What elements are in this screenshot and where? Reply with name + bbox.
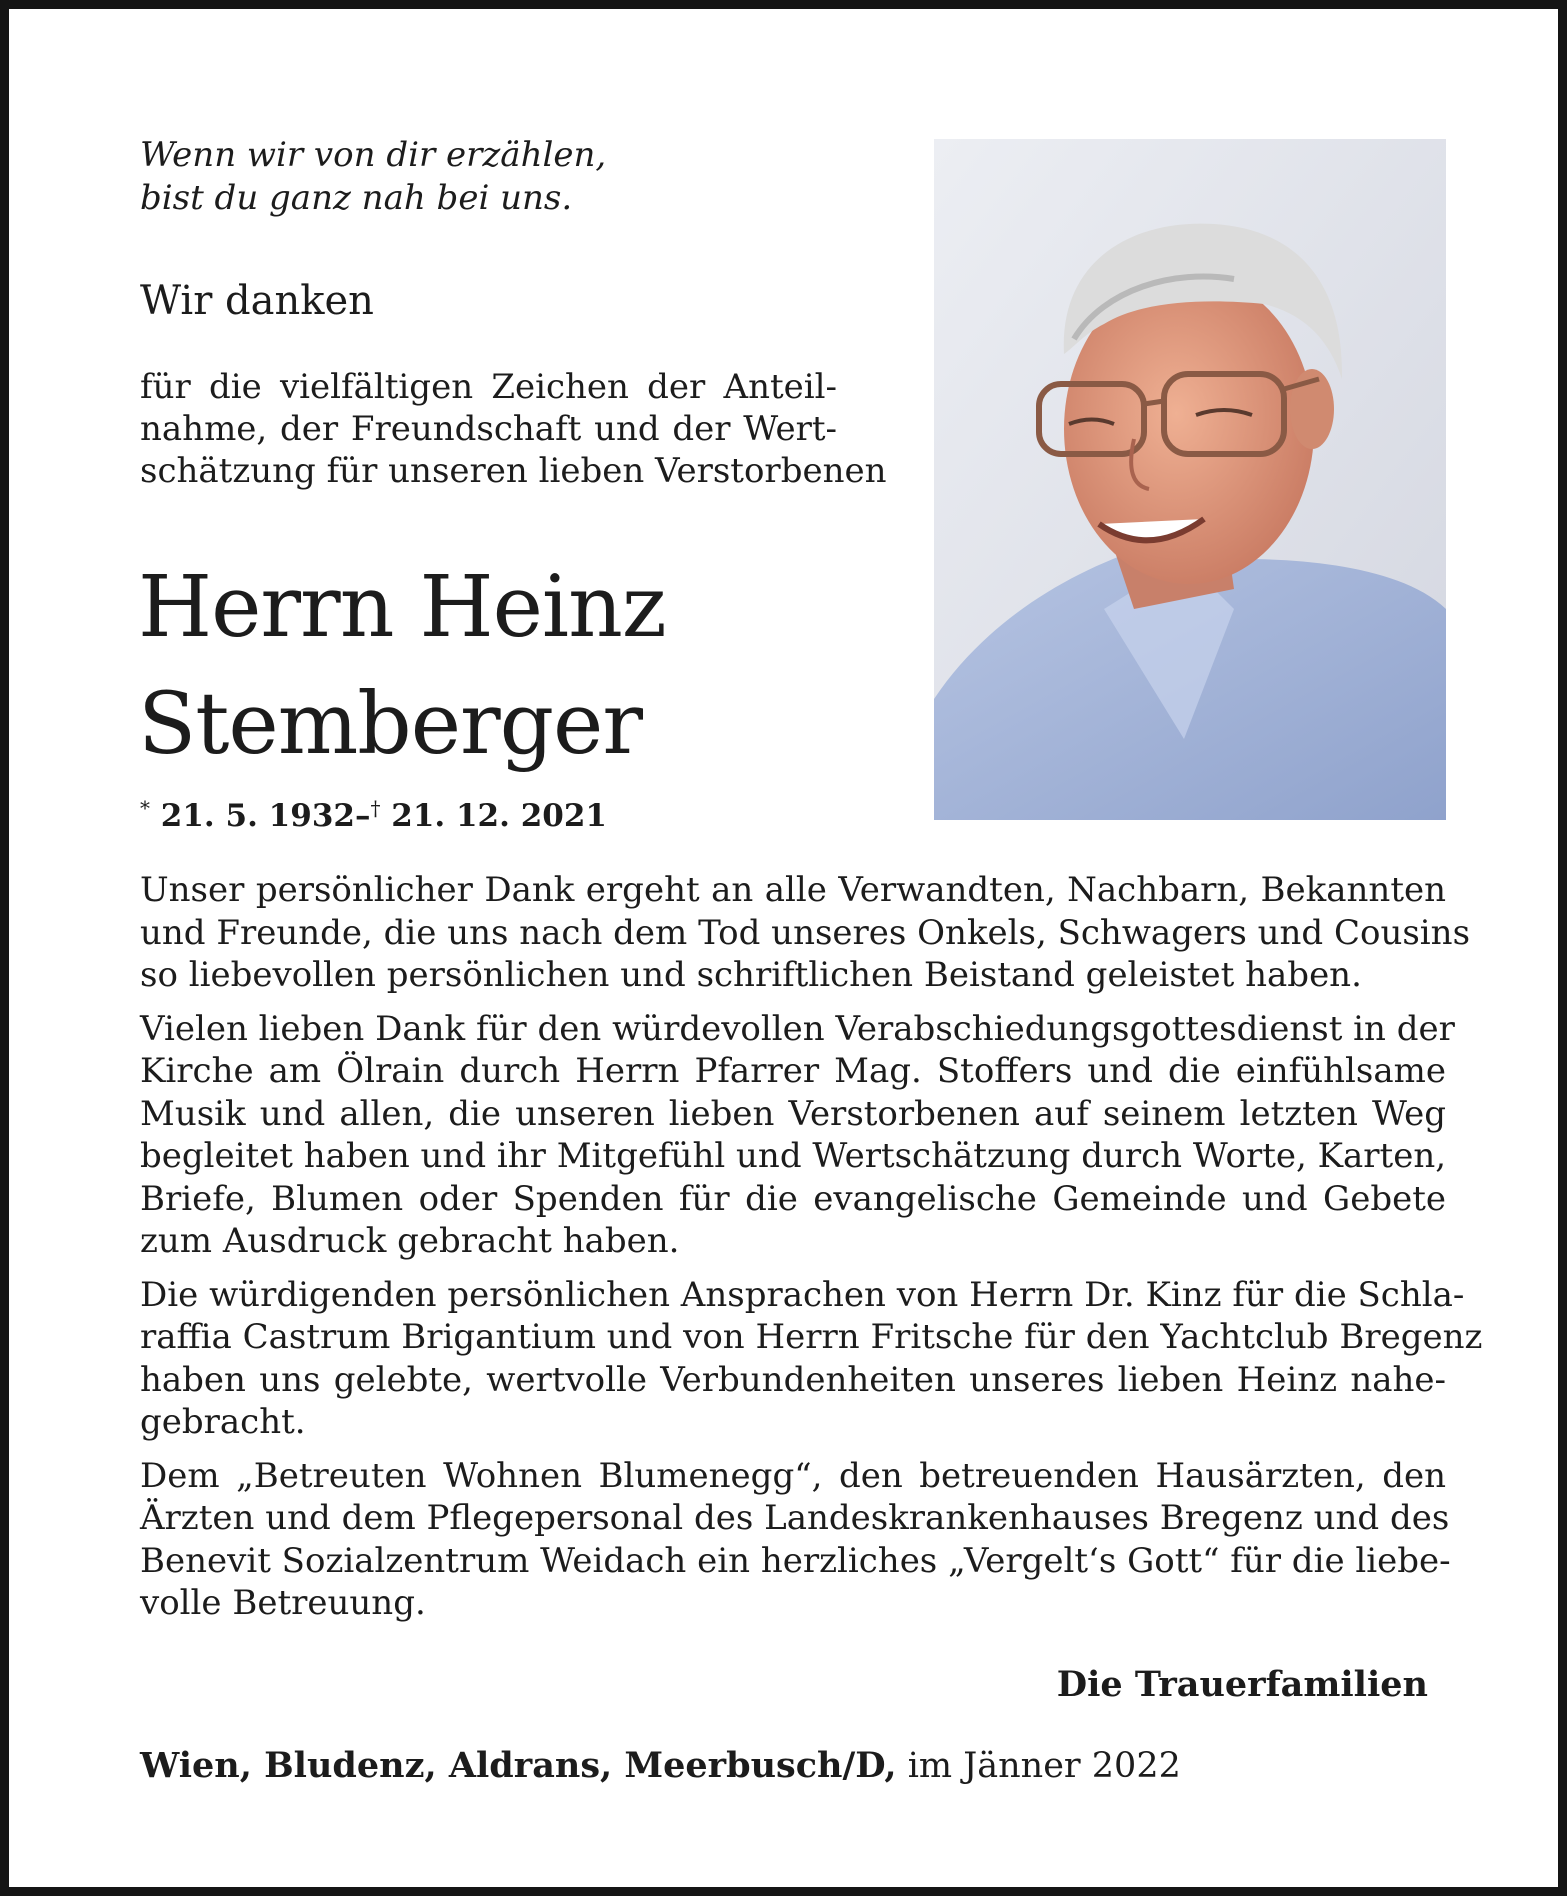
intro-line-1: für die vielfältigen Zeichen der Anteil- bbox=[140, 367, 837, 407]
death-date: 21. 12. 2021 bbox=[391, 798, 607, 834]
motto-line-1: Wenn wir von dir erzählen, bbox=[140, 135, 607, 175]
text-line: so liebevollen persönlichen und schriftlichen Beistand geleistet haben. bbox=[140, 955, 1362, 995]
text-line: Unser persönlicher Dank ergeht an alle Verwandten, Nachbarn, Bekannten bbox=[140, 870, 1446, 910]
text-line: Benevit Sozialzentrum Weidach ein herzliches „Vergelt‘s Gott“ für die liebe- bbox=[140, 1540, 1451, 1581]
paragraph-relatives bbox=[140, 869, 1471, 997]
paragraph-care bbox=[140, 1455, 1451, 1625]
death-symbol: † bbox=[370, 796, 381, 820]
life-dates bbox=[140, 788, 607, 836]
paragraph-service bbox=[140, 1008, 1455, 1263]
text-line: haben uns gelebte, wertvolle Verbundenheiten unseres lieben Heinz nahe- bbox=[140, 1359, 1446, 1400]
place-and-date bbox=[140, 1745, 1181, 1786]
intro-line-3: schätzung für unseren lieben Verstorbenen bbox=[140, 451, 887, 491]
intro-line-2: nahme, der Freundschaft und der Wert- bbox=[140, 409, 837, 449]
text-line: und Freunde, die uns nach dem Tod unseres Onkels, Schwagers und Cousins bbox=[140, 912, 1471, 953]
text-line: Ärzten und dem Pflegepersonal des Landeskrankenhauses Bregenz und des bbox=[140, 1498, 1450, 1538]
deceased-name-line-2: Stemberger bbox=[138, 675, 642, 774]
text-line: Vielen lieben Dank für den würdevollen Verabschiedungsgottesdienst in der bbox=[140, 1008, 1455, 1049]
text-line: Briefe, Blumen oder Spenden für die evangelische Gemeinde und Gebete bbox=[140, 1178, 1446, 1219]
text-line: zum Ausdruck gebracht haben. bbox=[140, 1221, 680, 1261]
birth-symbol: * bbox=[140, 796, 150, 820]
text-line: Musik und allen, die unseren lieben Verstorbenen auf seinem letzten Weg bbox=[140, 1093, 1446, 1134]
text-line: Die würdigenden persönlichen Ansprachen von Herrn Dr. Kinz für die Schla- bbox=[140, 1274, 1465, 1315]
issue-date: im Jänner 2022 bbox=[907, 1746, 1181, 1786]
motto-line-2: bist du ganz nah bei uns. bbox=[140, 178, 573, 218]
locations: Wien, Bludenz, Aldrans, Meerbusch/D, bbox=[140, 1745, 897, 1786]
portrait-photo bbox=[934, 139, 1446, 820]
date-separator: – bbox=[354, 798, 371, 834]
text-line: volle Betreuung. bbox=[140, 1583, 426, 1623]
text-line: begleitet haben und ihr Mitgefühl und Wertschätzung durch Worte, Karten, bbox=[140, 1136, 1447, 1176]
deceased-name-line-1: Herrn Heinz bbox=[138, 558, 666, 657]
text-line: gebracht. bbox=[140, 1402, 306, 1442]
intro-text bbox=[140, 366, 887, 492]
deceased-name bbox=[138, 549, 666, 783]
signature: Die Trauerfamilien bbox=[1056, 1664, 1428, 1705]
birth-date: 21. 5. 1932 bbox=[160, 798, 355, 834]
thanks-heading: Wir danken bbox=[140, 278, 374, 324]
text-line: Kirche am Ölrain durch Herrn Pfarrer Mag. Stoffers und die einfühlsame bbox=[140, 1051, 1446, 1091]
thank-you-text bbox=[140, 869, 1483, 1636]
text-line: Dem „Betreuten Wohnen Blumenegg“, den betreuenden Hausärzten, den bbox=[140, 1455, 1446, 1496]
text-line: raffia Castrum Brigantium und von Herrn Fritsche für den Yachtclub Bregenz bbox=[140, 1317, 1483, 1357]
paragraph-speeches bbox=[140, 1274, 1483, 1444]
portrait-illustration bbox=[934, 139, 1446, 820]
motto-quote bbox=[140, 134, 660, 220]
